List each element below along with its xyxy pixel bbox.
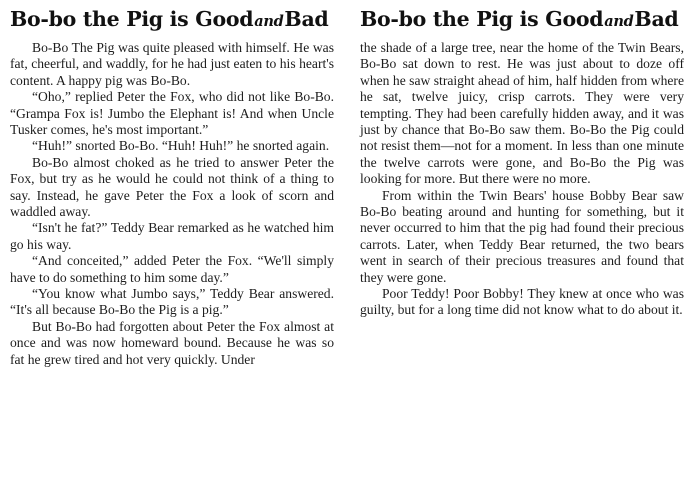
paragraph: “Huh!” snorted Bo-Bo. “Huh! Huh!” he snorted again.: [32, 138, 330, 154]
paragraph: “You know what Jumbo says,” Teddy Bear answered. “It's all because Bo-Bo the Pig is a pig.”: [10, 286, 334, 318]
paragraph: “Oho,” replied Peter the Fox, who did not like Bo-Bo. “Grampa Fox is! Jumbo the Elephant is! And when Uncle Tusker comes, he's most important.”: [10, 89, 334, 137]
paragraph: From within the Twin Bears' house Bobby Bear saw Bo-Bo beating around and hunting for something, but it never occurred to him that the pig had found their precious carrots. Later, when Teddy Bear returned, the two bears went in search of their precious treasures and found that they were gone.: [360, 187, 684, 285]
paragraph: “Isn't he fat?” Teddy Bear remarked as he watched him go his way.: [10, 220, 334, 252]
right-column-body: [360, 40, 684, 319]
paragraph: Poor Teddy! Poor Bobby! They knew at once who was guilty, but for a long time did not know what to do about it.: [360, 286, 684, 318]
right-column-title: [360, 8, 684, 31]
title-and: and: [254, 13, 284, 30]
paragraph: Bo-Bo The Pig was quite pleased with himself. He was fat, cheerful, and waddly, for he had just eaten to his heart's content. A happy pig was Bo-Bo.: [10, 39, 334, 88]
title-part-2: Bad: [634, 7, 679, 31]
title-part-2: Bad: [284, 7, 329, 31]
left-column: [10, 8, 348, 497]
paragraph: Bo-Bo almost choked as he tried to answer Peter the Fox, but try as he would he could not think of a thing to say. Instead, he gave Peter the Fox a look of scorn and waddled away.: [10, 154, 334, 220]
paragraph: the shade of a large tree, near the home of the Twin Bears, Bo-Bo sat down to rest. He was just about to doze off when he saw straight ahead of him, half hidden from where he sat, twelve juicy, crisp carrots. They were very tempting. They had been carefully hidden away, and it was just by chance that Bo-Bo saw them. Bo-Bo the Pig could not resist them—not for a moment. In less than one minute the twelve carrots were gone, and Bo-Bo the Pig was looking for more. But there were no more.: [360, 39, 684, 187]
title-and: and: [604, 13, 634, 30]
left-column-title: [10, 8, 334, 31]
title-part-1: Bo-bo the Pig is Good: [360, 7, 604, 31]
right-column: [348, 8, 684, 497]
left-column-body: [10, 40, 334, 368]
paragraph: But Bo-Bo had forgotten about Peter the Fox almost at once and was now homeward bound. Because he was so fat he grew tired and hot very quickly. Under: [10, 318, 334, 367]
paragraph: “And conceited,” added Peter the Fox. “We'll simply have to do something to him some day.”: [10, 253, 334, 285]
title-part-1: Bo-bo the Pig is Good: [10, 7, 254, 31]
